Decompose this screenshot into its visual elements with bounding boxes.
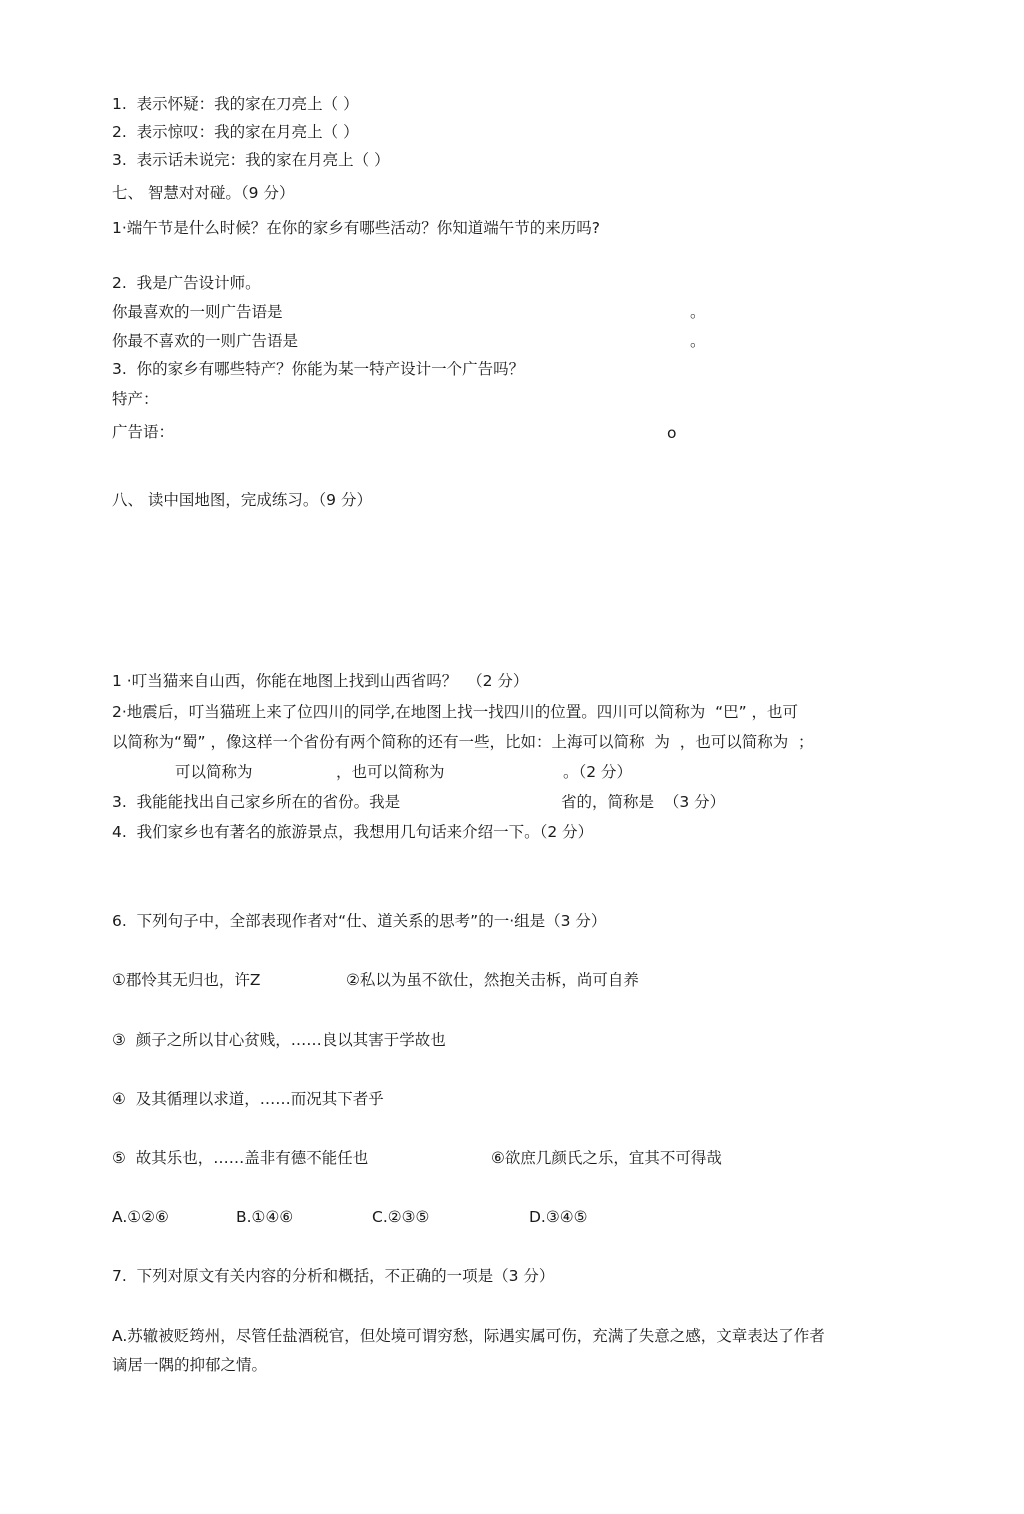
sec8-question-1: 1 ·叮当猫来自山西，你能在地图上找到山西省吗？ （2 分） bbox=[112, 672, 529, 690]
question-6-option-3: ③ 颜子之所以甘心贫贱，……良以其害于学故也 bbox=[112, 1031, 446, 1049]
sec7-question-1: 1·端午节是什么时候？在你的家乡有哪些活动？你知道端午节的来历吗? bbox=[112, 219, 601, 237]
sec7-question-2: 2. 我是广告设计师。 bbox=[112, 274, 261, 292]
question-6-stem: 6. 下列句子中，全部表现作者对“仕、道关系的思考”的一·组是（3 分） bbox=[112, 912, 607, 930]
question-6-option-1: ①郡怜其无归也，许Z bbox=[112, 971, 261, 989]
question-6-choice-d: D.③④⑤ bbox=[529, 1208, 588, 1226]
sec6-item-3: 3. 表示话未说完：我的家在月亮上（ ） bbox=[112, 151, 390, 169]
sec7-q2-least-favorite-end: 。 bbox=[690, 332, 706, 350]
question-6-choice-b: B.①④⑥ bbox=[236, 1208, 294, 1226]
sec6-item-2: 2. 表示惊叹：我的家在月亮上（ ） bbox=[112, 123, 359, 141]
question-7-stem: 7. 下列对原文有关内容的分析和概括，不正确的一项是（3 分） bbox=[112, 1267, 555, 1285]
sec8-question-3a: 3. 我能能找出自己家乡所在的省份。我是 bbox=[112, 793, 401, 811]
question-6-option-5: ⑤ 故其乐也，……盖非有德不能任也 bbox=[112, 1149, 369, 1167]
sec7-q2-least-favorite-ad: 你最不喜欢的一则广告语是 bbox=[112, 332, 299, 350]
sec7-q2-favorite-end: 。 bbox=[690, 303, 706, 321]
question-7-option-a-line-1: A.苏辙被贬筠州，尽管任盐酒税官，但处境可谓穷愁，际遇实属可伤，充满了失意之感，文章表达了作者 bbox=[112, 1327, 825, 1345]
sec8-question-2-line-2: 以简称为“蜀” ，像这样一个省份有两个简称的还有一些，比如：上海可以简称 为 ，也可以简称为 ； bbox=[112, 733, 814, 751]
question-6-choice-a: A.①②⑥ bbox=[112, 1208, 169, 1226]
sec7-q3-slogan-end: o bbox=[667, 424, 677, 442]
question-6-option-6: ⑥欲庶几颜氏之乐，宜其不可得哉 bbox=[491, 1149, 722, 1167]
sec8-question-2-line-3c: 。（2 分） bbox=[563, 763, 633, 781]
sec7-q3-specialty: 特产： bbox=[112, 390, 159, 408]
sec8-question-2-line-1: 2·地震后，叮当猫班上来了位四川的同学,在地图上找一找四川的位置。四川可以简称为 “巴” ，也可 bbox=[112, 703, 799, 721]
question-6-choice-c: C.②③⑤ bbox=[372, 1208, 430, 1226]
question-7-option-a-line-2: 谪居一隅的抑郁之情。 bbox=[112, 1356, 268, 1374]
sec7-question-3: 3. 你的家乡有哪些特产？你能为某一特产设计一个广告吗？ bbox=[112, 360, 525, 378]
section7-heading: 七、 智慧对对碰。（9 分） bbox=[112, 184, 295, 202]
sec8-question-4: 4. 我们家乡也有著名的旅游景点，我想用几句话来介绍一下。（2 分） bbox=[112, 823, 594, 841]
sec8-question-2-line-3a: 可以简称为 bbox=[175, 763, 253, 781]
question-6-option-2: ②私以为虽不欲仕，然抱关击柝，尚可自养 bbox=[346, 971, 639, 989]
sec8-question-3b: 省的，简称是 （3 分） bbox=[561, 793, 726, 811]
sec8-question-2-line-3b: ，也可以简称为 bbox=[336, 763, 445, 781]
section8-heading: 八、 读中国地图，完成练习。（9 分） bbox=[112, 491, 372, 509]
sec7-q3-slogan: 广告语： bbox=[112, 423, 175, 441]
sec6-item-1: 1. 表示怀疑：我的家在刀亮上（ ） bbox=[112, 95, 359, 113]
question-6-option-4: ④ 及其循理以求道，……而况其下者乎 bbox=[112, 1090, 384, 1108]
sec7-q2-favorite-ad: 你最喜欢的一则广告语是 bbox=[112, 303, 283, 321]
